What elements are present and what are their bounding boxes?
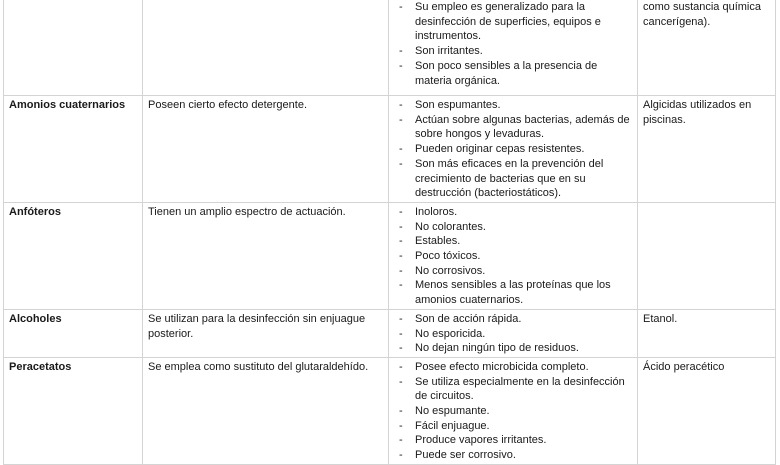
features-list — [394, 205, 632, 308]
dash-bullet: - — [399, 99, 403, 111]
table-row — [4, 357, 776, 464]
list-item: - No corrosivos. — [399, 264, 486, 277]
dash-bullet: - — [399, 143, 403, 156]
list-item: - Menos sensibles a las proteínas que los amonios cuaternarios. — [399, 279, 611, 307]
cell-description: Se emplea como sustituto del glutaraldehído. — [143, 357, 389, 464]
cell-examples: Ácido peracético — [638, 357, 776, 464]
dash-bullet: - — [399, 235, 403, 248]
cell-description: Poseen cierto efecto detergente. — [143, 96, 389, 203]
list-item: - Se utiliza especialmente en la desinfección de circuitos. — [399, 375, 625, 403]
dash-bullet: - — [399, 449, 403, 462]
dash-bullet: - — [399, 1, 403, 13]
cell-features — [389, 357, 638, 464]
list-item: - Son de acción rápida. — [399, 312, 522, 325]
table-row — [4, 202, 776, 309]
list-item: - Poco tóxicos. — [399, 250, 481, 263]
cell-features — [389, 0, 638, 96]
cell-description: Tienen un amplio espectro de actuación. — [143, 202, 389, 309]
dash-bullet: - — [399, 113, 403, 126]
cell-examples: Algicidas utilizados en piscinas. — [638, 96, 776, 203]
list-item: - Posee efecto microbicida completo. — [399, 360, 589, 373]
dash-bullet: - — [399, 419, 403, 432]
list-item: - Estables. — [399, 235, 461, 248]
list-item: - Son más eficaces en la prevención del crecimiento de bacterias que en su destrucción (bacteriostáticos). — [399, 157, 604, 200]
list-item: - No colorantes. — [399, 220, 486, 233]
dash-bullet: - — [399, 279, 403, 292]
cell-examples: Etanol. — [638, 309, 776, 357]
list-item: - Son poco sensibles a la presencia de materia orgánica. — [399, 59, 598, 87]
list-item: - Son irritantes. — [399, 45, 483, 58]
cell-name: Amonios cuaternarios — [4, 96, 143, 203]
features-list — [394, 360, 632, 463]
dash-bullet: - — [399, 327, 403, 340]
list-item: - No esporicida. — [399, 327, 486, 340]
table-row — [4, 96, 776, 203]
dash-bullet: - — [399, 312, 403, 325]
list-item: - Puede ser corrosivo. — [399, 449, 516, 462]
cell-description — [143, 0, 389, 96]
dash-bullet: - — [399, 220, 403, 233]
list-item: - Inoloros. — [399, 205, 458, 218]
cell-name — [4, 0, 143, 96]
cell-name: Alcoholes — [4, 309, 143, 357]
dash-bullet: - — [399, 360, 403, 373]
cell-examples — [638, 202, 776, 309]
dash-bullet: - — [399, 59, 403, 72]
cell-description: Se utilizan para la desinfección sin enjuague posterior. — [143, 309, 389, 357]
dash-bullet: - — [399, 157, 403, 170]
list-item: - Actúan sobre algunas bacterias, además de sobre hongos y levaduras. — [399, 113, 630, 141]
dash-bullet: - — [399, 375, 403, 388]
dash-bullet: - — [399, 45, 403, 58]
list-item: - No dejan ningún tipo de residuos. — [399, 342, 579, 355]
cell-name: Anfóteros — [4, 202, 143, 309]
dash-bullet: - — [399, 405, 403, 418]
list-item: - Pueden originar cepas resistentes. — [399, 143, 585, 156]
features-list — [394, 98, 632, 201]
dash-bullet: - — [399, 250, 403, 263]
cell-examples: como sustancia química cancerígena). — [638, 0, 776, 96]
features-list — [394, 0, 632, 88]
disinfectants-table — [3, 0, 776, 465]
dash-bullet: - — [399, 264, 403, 277]
cell-features — [389, 202, 638, 309]
list-item: - Son espumantes. — [399, 99, 501, 111]
dash-bullet: - — [399, 434, 403, 447]
table-row — [4, 0, 776, 96]
list-item: - Produce vapores irritantes. — [399, 434, 547, 447]
cell-features — [389, 96, 638, 203]
table-row — [4, 309, 776, 357]
dash-bullet: - — [399, 205, 403, 218]
list-item: - Su empleo es generalizado para la desinfección de superficies, equipos e instrumentos. — [399, 1, 601, 43]
cell-name: Peracetatos — [4, 357, 143, 464]
list-item: - No espumante. — [399, 405, 490, 418]
cell-features — [389, 309, 638, 357]
dash-bullet: - — [399, 342, 403, 355]
list-item: - Fácil enjuague. — [399, 419, 490, 432]
features-list — [394, 312, 632, 356]
